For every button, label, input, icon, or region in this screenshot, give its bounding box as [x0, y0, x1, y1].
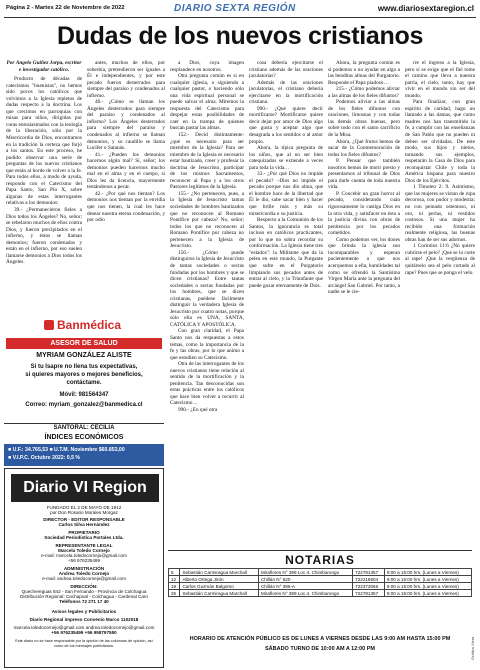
masthead-line: +56 976235499 +56 958797550: [51, 630, 117, 635]
website-link[interactable]: www.diariosextaregion.cl: [377, 4, 474, 13]
article-column-4: [249, 60, 323, 550]
masthead-line: Distribución Regional: Cachapoal - Colchagua - Cardenal Caro: [20, 594, 148, 599]
article-column-5: [328, 60, 400, 550]
advisor-name: MYRIAM GONZÁLEZ ALISTE: [36, 352, 132, 359]
masthead-line: Teléfonos 72 271 17 40: [59, 599, 109, 604]
masthead-disclaimer: Este diario no se hace responsable por la opinión de las columnas de opinión, así como de los mensajes publicitarios.: [15, 639, 153, 648]
notaria-phone: 722781357: [353, 590, 385, 597]
notaria-hours: 9:00 a 15:00 hrs. (Lunes a Viernes): [384, 576, 471, 583]
santoral: SANTORAL: CECILIA: [4, 423, 164, 433]
article-paragraph: antes, muchos de ellos, por soberbia, pretendieron ser iguales a Él e independientes, y por este pecado fueron desterrados para siempre del paraíso y condenados al infierno.: [87, 60, 165, 99]
article-column-3: [170, 60, 244, 550]
table-row: [169, 576, 472, 583]
notarias-saturday: SÁBADO TURNO DE 10:00 AM A 12:00 PM: [264, 646, 376, 652]
article-paragraph: Ahora, la típica pregunta de los niños, que al no ser bien catequizados se extiende a veces para toda la vida…: [249, 145, 323, 171]
masthead-line: Carlos Silva Hernández: [58, 522, 110, 527]
ad-line: Si tu Isapre no llena tus expectativas,: [30, 364, 138, 370]
article-paragraph: a Dios, cuya imagen resplandece en nosotros.: [170, 60, 244, 73]
masthead-line: Sociedad Periodística Portales Ltda.: [44, 535, 124, 540]
notarias-table: [168, 568, 472, 597]
article-paragraph: Además de las oraciones jaculatorias, el cristiano debería ejercitarse en la mortificación cristiana.: [249, 79, 323, 106]
article-headline: Dudas de los nuevos cristianos: [56, 22, 424, 50]
article-paragraph: Producto de décadas de catecismos "buenistas", no hemos sido pocos los católicos que volvimos a la Iglesia repletos de dudas respecto a la doctrina. Los que crecimos en parroquias con misas para niños, dirigidas por curas entusiasmados con la teología de la liberación, sólo por la Misericordia de Dios, encontramos en la tradición la certeza que forjó a los santos. En este proceso, he podido observar una serie de preguntas de los nuevos cristianos que están al borde de volver a la fe. Para todos ellos, a modo de ayuda, respondo con el Catecismo del Papa Santo, San Pío X, sobre algunas de estas interrogantes relativas a los demonios:: [6, 76, 82, 207]
article-paragraph: P. Pensar que también nosotros hemos de morir presto y presentarnos al tribunal de Dios para darle cuenta de toda nuestra vida.: [328, 158, 400, 191]
article-paragraph: 215.- ¿Cómo podemos aliviar a las almas de los fieles difuntos?: [328, 86, 400, 99]
article-paragraph: P. Concebir un gran horror al pecado, considerando cuán rigurosamente lo castiga Dios en la otra vida, y satisfacer en ésta a la justicia divina con obras de penitencia por los pecados cometidos.: [328, 190, 400, 237]
article-paragraph: 1 Corintios 11:6 ¿No quiere cubrirse el pelo? ¡Que se lo corte al rape! ¡Que la vergüenza de quitárselo sea el pelo cortado al rape? Pues que se ponga el velo.: [405, 243, 475, 276]
notaria-name: Alberto Ortega Jirón: [180, 576, 259, 583]
banmedica-logo-icon: [44, 320, 54, 330]
notaria-phone: 722218604: [353, 576, 385, 583]
notaria-name: Sebastián Carmiragua Marchall: [180, 590, 259, 597]
notarias-schedule: HORARIO DE ATENCIÓN PÚBLICO ES DE LUNES A VIERNES DESDE LAS 9:00 AM HASTA 15:00 PM: [189, 636, 451, 642]
article-paragraph: Para finalizar, con gran espíritu de caridad, hago un llamado a las damas, que como madres nos han transmitido la fe, a cumplir con las enseñanzas de San Pablo que no pueden ni deben ser olvidadas. De este modo, sus hijos y nietos, tomando sus ejemplos, respetarán la Casa de Dios para reconquistar Chile y toda la América hispana para nuestro Dios de los Ejércitos.: [405, 99, 475, 184]
table-row: [169, 583, 472, 590]
ad-line: si quieres mayores o mejores beneficios,: [25, 372, 143, 378]
article-paragraph: Ahora, ¿Qué frutos hemos de sacar de la Conmemoración de todos los fieles difuntos?: [328, 138, 400, 158]
notaria-name: Sebastián Carmiragua Marchall: [180, 569, 259, 576]
notaria-number: 12: [169, 576, 180, 583]
ad-line: contáctame.: [66, 380, 102, 386]
notaria-address: Miraflores N° 399 Loc.4. Chimbarongo: [258, 569, 352, 576]
masthead-line: +56 976235499: [67, 558, 101, 563]
notaria-number: 19: [169, 583, 180, 590]
article-column-6: [405, 60, 475, 550]
uf-utm-values: ■ U.F.: 34.765,53 ■ U.T.M. Noviembre $60.853,00: [8, 447, 125, 453]
article-paragraph: 40.- ¿Cómo se llaman los Ángeles desterrados para siempre del paraíso y condenados al infierno? Los Ángeles desterrados para siempre del paraíso y condenados al infierno se llaman demonios, y su caudillo se llama Lucifer o Satanás.: [87, 99, 165, 152]
notaria-phone: 722373066: [353, 583, 385, 590]
economic-indices-box: [4, 444, 164, 466]
notaria-phone: 722781357: [353, 569, 385, 576]
masthead-line: marcela.toledocornejo@gmail.com andrea.toledocornejo@gmail.com: [13, 625, 155, 630]
masthead-line: DIRECTOR - EDITOR RESPONSABLE: [43, 517, 125, 522]
ipc-value: ■ V.I.P.C. Octubre 2022: 0,5 %: [8, 455, 81, 461]
masthead-line: DIRECCIÓN:: [70, 584, 98, 589]
article-paragraph: 41.- ¿Pueden los demonios hacernos algún mal? Sí, señor; los demonios pueden hacernos mucho mal en el alma y en el cuerpo, si Dios les da licencia, mayormente tentándonos a pecar.: [87, 151, 165, 191]
notaria-address: Chillán N° 620: [258, 576, 352, 583]
economic-indices-title: ÍNDICES ECONÓMICOS: [4, 434, 164, 444]
page-date: Página 2 - Martes 22 de Noviembre de 2022: [6, 5, 125, 11]
masthead-line: por Don Rosario Morales Morgaz: [50, 510, 118, 515]
masthead-line: PROPIETARIO: [68, 530, 100, 535]
notaria-number: 26: [169, 590, 180, 597]
masthead-line: Andrea Toledo Cornejo: [58, 571, 110, 576]
masthead-line: Quechereguas 842 - San Fernando - Provincia de Colchagua: [21, 589, 147, 594]
ad-email[interactable]: Correo: myriam_gonzalez@banmedica.cl: [25, 402, 143, 408]
article-paragraph: 990.- ¿En qué otra: [178, 406, 218, 413]
article-paragraph: 990.- ¿Qué quiere decir mortificarse? Mortificarse quiere decir dejar por amor de Dios algo que gusta y aceptar algo que desagrada a los sentidos o al amor propio.: [249, 105, 323, 145]
ad-phone: Móvil: 981564347: [59, 392, 109, 398]
notaria-address: Chillán N° 395-A: [258, 583, 352, 590]
article-column-1: [6, 60, 82, 310]
article-paragraph: Otra pregunta común es si en cualquier iglesia, o siguiendo a cualquier pastor, o haciendo sólo una vida espiritual personal se puede salvar el alma. Miremos la respuesta del Catecismo para despejar estas posibilidades de caer en la trampa de quienes buscan pastar las almas.: [170, 73, 244, 132]
masthead-line: FUNDADO EL 2 DE MAYO DE 1912: [46, 505, 122, 510]
masthead-box: [4, 468, 164, 668]
article-paragraph: rre el ingreso a la Iglesia, pero sí se exige que el fiel tome el camino que lleva a nuestra patria, el cielo, tanto, hay que vivir en el mundo sin ser del mundo.: [405, 60, 475, 99]
article-paragraph: 152.- Decid distintamente: ¿qué es necesario para ser miembro de la Iglesia? Para ser miembro de la Iglesia es necesario estar bautizado, creer y profesar la doctrina de Jesucristo, participar de los mismos Sacramentos, reconocer al Papa y a los otros Pastores legítimos de la Iglesia.: [170, 132, 244, 191]
notaria-number: 5: [169, 569, 180, 576]
masthead-line: Diario Regional impreso Convenio Marco 1102018: [29, 617, 139, 622]
article-paragraph: 155.- ¿No pertenecen, pues, a la Iglesia de Jesucristo tantas sociedades de hombres bautizados que no reconocen al Romano Pontífice por cabeza? No, señor; todos los que no reconocen al Romano Pontífice por cabeza no pertenecen a la Iglesia de Jesucristo.: [170, 190, 244, 250]
article-paragraph: Otra de las interrogantes de los nuevos cristianos tiene relación al sentido de la mortificación y la penitencia. Tan desconocidas son estas prácticas entre los católicos que hace bien volver a recurrir al Catecismo…: [170, 361, 244, 407]
ad-role-banner: ASESOR DE SALUD: [6, 338, 162, 349]
masthead-email[interactable]: e-mail: marcela.toledocornejo@gmail.com: [41, 553, 127, 558]
notaria-hours: 9:00 a 15:00 hrs. (Lunes a Viernes): [384, 583, 471, 590]
masthead-line: Marcela Toledo Cornejo: [58, 548, 110, 553]
article-paragraph: Ahora, la pregunta común es si podemos o no ayudar en algo a las benditas almas del Purgatorio. Responde el Papa piadoso…: [328, 60, 400, 86]
masthead-line: REPRESENTANTE LEGAL: [55, 543, 113, 548]
article-paragraph: cosa debería ejercitarse el cristiano además de las oraciones jaculatorias?: [249, 60, 323, 80]
masthead-line: Avisos legales y Publicitarios: [51, 609, 117, 614]
article-paragraph: 39.- ¿Permanecieron fieles a Dios todos los Ángeles? No, señor; se rebelaron muchos de ellos contra Dios, y fueron precipitados en el infierno, y éstos se llaman demonios; fueron condenados y están en el infierno, por eso suelen llamarse demonios a Dios todos los Ángeles.: [6, 207, 82, 266]
notaria-hours: 9:00 a 15:00 hrs. (Lunes a Viernes): [384, 590, 471, 597]
article-paragraph: Como podemos ver, los dones que brinda la iglesia son incomparables y esperan pacientemente a que nos acerquemos a ella, humildades tal como se ofrendó la Santísima Virgen María ante la pregunta del arcángel San Gabriel. Por tanto, a nadie se le cie-: [328, 236, 400, 296]
article-paragraph: Con gran claridad, el Papa Santo nos da respuestas a estos temas, como la importancia de la fe y las obras, por lo que animo a que estudien su Catecismo.: [170, 328, 244, 361]
banmedica-logo: [44, 318, 121, 334]
masthead-line: ADMINISTRACIÓN: [63, 566, 105, 571]
banmedica-ad[interactable]: [4, 314, 164, 420]
notaria-name: Carlos Guzmán Balgomo: [180, 583, 259, 590]
banmedica-logo-text: Banmédica: [57, 318, 122, 332]
masthead-email[interactable]: e-mail: andrea.toledocornejo@gmail.com: [42, 576, 126, 581]
notaria-hours: 9:00 a 15:00 hrs. (Lunes a Viernes): [384, 569, 471, 576]
article-paragraph: Respecto a la Comunión de los Santos, la ignorancia es total incluso en católicos practicantes, por lo que no sobra recordar su conformación. La Iglesia tiene tres "estados": la Militante que da la pelea en este mundo, la Purgante que sufre en el Purgatorio limpiando sus pecados antes de entrar al cielo, y la Triunfante que puede gozar eternamente de Dios.: [249, 217, 323, 289]
article-paragraph: Podemos aliviar a las almas de los fieles difuntos con oraciones, limosnas y con todas las demás obras buenas, pero sobre todo con el santo sacrificio de la Misa.: [328, 99, 400, 139]
article-paragraph: 1 Timoteo 2: 9. Asimismo, que las mujeres se vistan de ropa decorosa, con pudor y modestia; no con peinado ostentoso, ni oro, ni perlas, ni vestidos costosos. Si una mujer ha recibido una formación realmente religiosa, las buenas obras han de ser sus adornos.: [405, 184, 475, 243]
article-paragraph: 33.- ¿Por qué Dios no impide el pecado? –Dios no impide el pecado porque nos dio alma, que el hombre hace de la libertad que Él le dio, sabe sacar bien y hacer que brille más y más su misericordia o su justicia.: [249, 171, 323, 217]
notaria-address: Miraflores N° 399 Loc.4. Chimbarongo: [258, 590, 352, 597]
newspaper-brand: DIARIO SEXTA REGIÓN: [174, 3, 296, 14]
article-paragraph: 42.- ¿Por qué nos tientan? Los demonios nos tientan por la envidia que nos tienen, la cual les hace desear nuestra eterna condenación, y por odio: [87, 190, 165, 224]
table-row: [169, 590, 472, 597]
page-header: [4, 2, 476, 18]
article-column-2: [87, 60, 165, 310]
article-paragraph: 156.- ¿Cómo puede distinguirse la Iglesia de Jesucristo de tantas sociedades o sectas fundadas por los hombres y que se dicen cristianas? Entre tantas sociedades o sectas fundadas por los hombres, que se dicen cristianas, puédese fácilmente distinguir la verdadera Iglesia de Jesucristo por cuatro notas, porque sólo ella es UNA, SANTA, CATÓLICA Y APOSTÓLICA.: [170, 249, 244, 328]
table-row: [169, 569, 472, 576]
masthead-logo: Diario VI Region: [11, 474, 159, 502]
side-credit: Gráfica Viera: [470, 636, 475, 660]
article-byline: Por Ángelo Guiñez Jorpa, escritor e investigador católico.: [6, 60, 82, 73]
notarias-title: NOTARIAS: [168, 550, 472, 566]
